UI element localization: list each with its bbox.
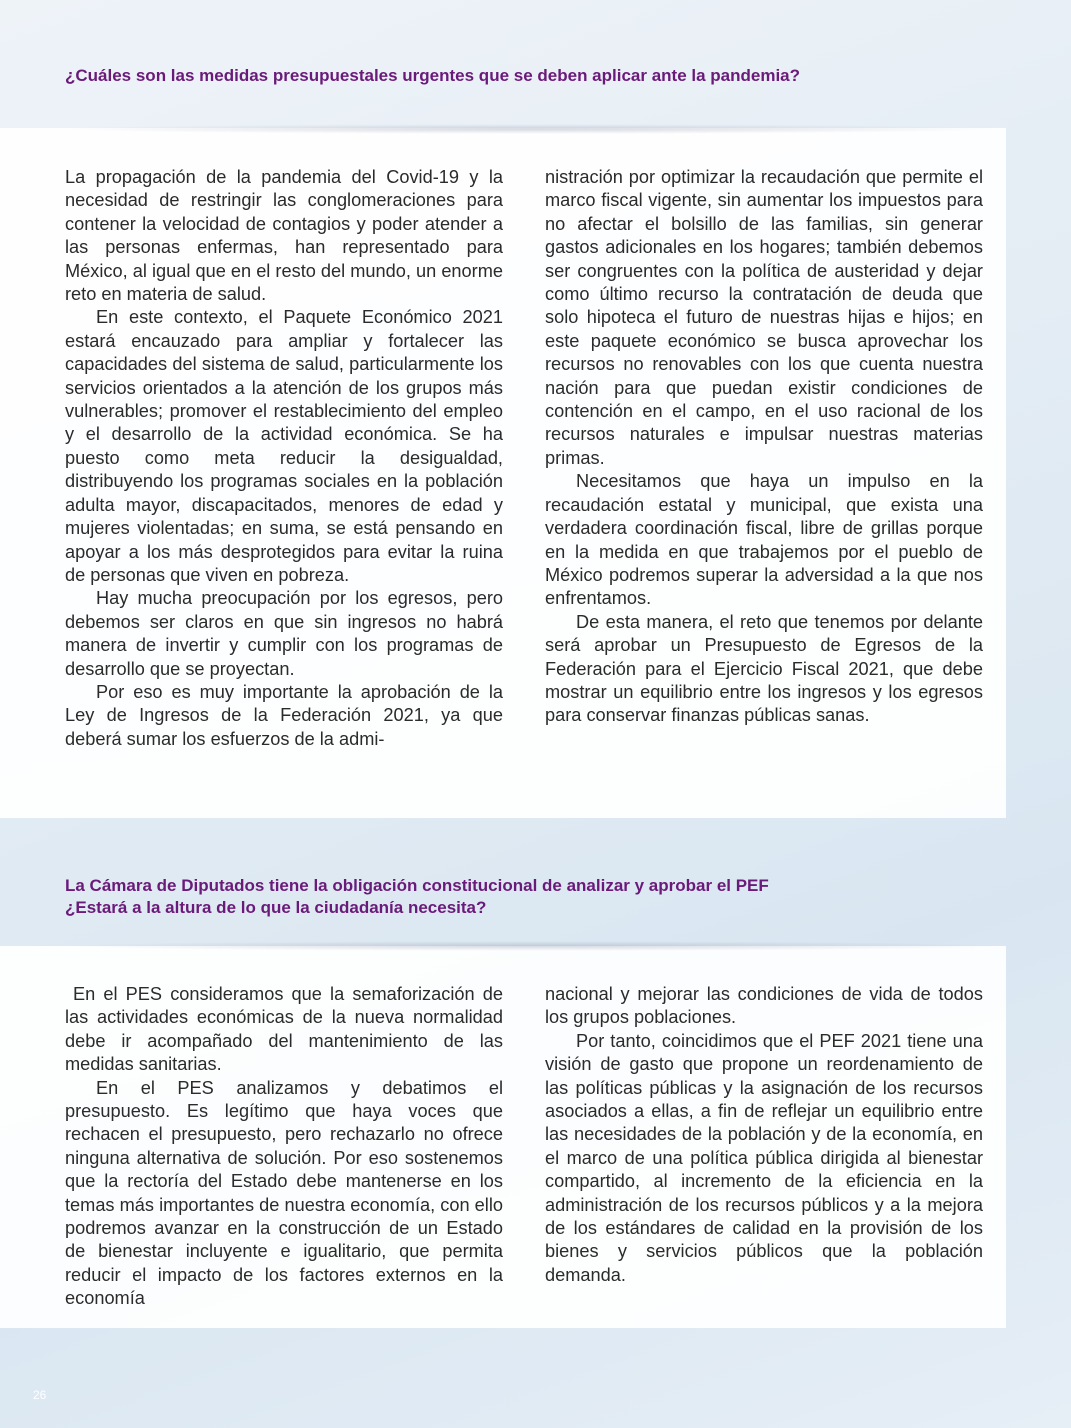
section2-heading-line2: ¿Estará a la altura de lo que la ciudadanía necesita? bbox=[65, 898, 487, 917]
section1-divider bbox=[60, 124, 1006, 134]
page-number: 26 bbox=[33, 1388, 47, 1402]
section2-right-column bbox=[545, 983, 983, 1287]
section1-right-column bbox=[545, 166, 983, 728]
paragraph: En este contexto, el Paquete Económico 2021 estará encauzado para ampliar y fortalecer las capacidades del sistema de salud, particularmente los servicios orientados a la atención de los grupos más vulnerables; promover el restablecimiento del empleo y el desarrollo de la actividad económica. Se ha puesto como meta reducir la desigualdad, distribuyendo los programas sociales en la población adulta mayor, discapacitados, menores de edad y mujeres violentadas; en suma, se está pensando en apoyar a los más desprotegidos para evitar la ruina de personas que viven en pobreza. bbox=[65, 307, 503, 585]
paragraph: nistración por optimizar la recaudación que permite el marco fiscal vigente, sin aumentar los impuestos para no afectar el bolsillo de las familias, sin generar gastos adicionales en los hogares; también debemos ser congruentes con la política de austeridad y dejar como último recurso la contratación de deuda que solo hipoteca el futuro de nuestras hijas e hijos; en este paquete económico se busca aprovechar los recursos no renovables con los que cuenta nuestra nación para que puedan existir condiciones de contención en el campo, en el uso racional de los recursos naturales e impulsar nuestras materias primas. bbox=[545, 167, 983, 468]
section1-heading: ¿Cuáles son las medidas presupuestales urgentes que se deben aplicar ante la pandemia? bbox=[65, 66, 801, 85]
paragraph: Necesitamos que haya un impulso en la recaudación estatal y municipal, que exista una verdadera coordinación fiscal, libre de grillas porque en la medida en que trabajemos por el pueblo de México podremos superar la adversidad a la que nos enfrentamos. bbox=[545, 471, 983, 609]
paragraph: En el PES consideramos que la semaforización de las actividades económicas de la nueva normalidad debe ir acompañado del mantenimiento de las medidas sanitarias. bbox=[65, 984, 503, 1075]
section2-left-column bbox=[65, 983, 503, 1311]
section2-heading-line1: La Cámara de Diputados tiene la obligación constitucional de analizar y aprobar el PEF bbox=[65, 876, 769, 895]
paragraph: nacional y mejorar las condiciones de vida de todos los grupos poblaciones. bbox=[545, 984, 983, 1028]
paragraph: Por tanto, coincidimos que el PEF 2021 tiene una visión de gasto que propone un reordenamiento de las políticas públicas y la asignación de los recursos asociados a ellas, a fin de reflejar un equilibrio entre las necesidades de la población y de la economía, en el marco de una política pública dirigida al bienestar compartido, al incremento de la eficiencia en la administración de los recursos públicos y a la mejora de los estándares de calidad en la provisión de los bienes y servicios públicos que la población demanda. bbox=[545, 1030, 983, 1285]
paragraph: Hay mucha preocupación por los egresos, pero debemos ser claros en que sin ingresos no habrá manera de invertir y cumplir con los programas de desarrollo que se proyectan. bbox=[65, 588, 503, 679]
paragraph: De esta manera, el reto que tenemos por delante será aprobar un Presupuesto de Egresos de la Federación para el Ejercicio Fiscal 2021, que debe mostrar un equilibrio entre los ingresos y los egresos para conservar finanzas públicas sanas. bbox=[545, 611, 983, 726]
paragraph: Por eso es muy importante la aprobación de la Ley de Ingresos de la Federación 2021, ya que deberá sumar los esfuerzos de la admi- bbox=[65, 681, 503, 749]
section2-heading bbox=[65, 875, 769, 919]
paragraph: La propagación de la pandemia del Covid-19 y la necesidad de restringir las conglomeraciones para contener la velocidad de contagios y poder atender a las personas enfermas, han representado para México, al igual que en el resto del mundo, un enorme reto en materia de salud. bbox=[65, 167, 503, 305]
section2-divider bbox=[60, 941, 1006, 951]
section1-left-column bbox=[65, 166, 503, 751]
paragraph: En el PES analizamos y debatimos el presupuesto. Es legítimo que haya voces que rechacen el presupuesto, pero rechazarlo no ofrece ninguna alternativa de solución. Por eso sostenemos que la rectoría del Estado debe mantenerse en los temas más importantes de nuestra economía, con ello podremos avanzar en la construcción de un Estado de bienestar incluyente e igualitario, que permita reducir el impacto de los factores externos en la economía bbox=[65, 1077, 503, 1309]
